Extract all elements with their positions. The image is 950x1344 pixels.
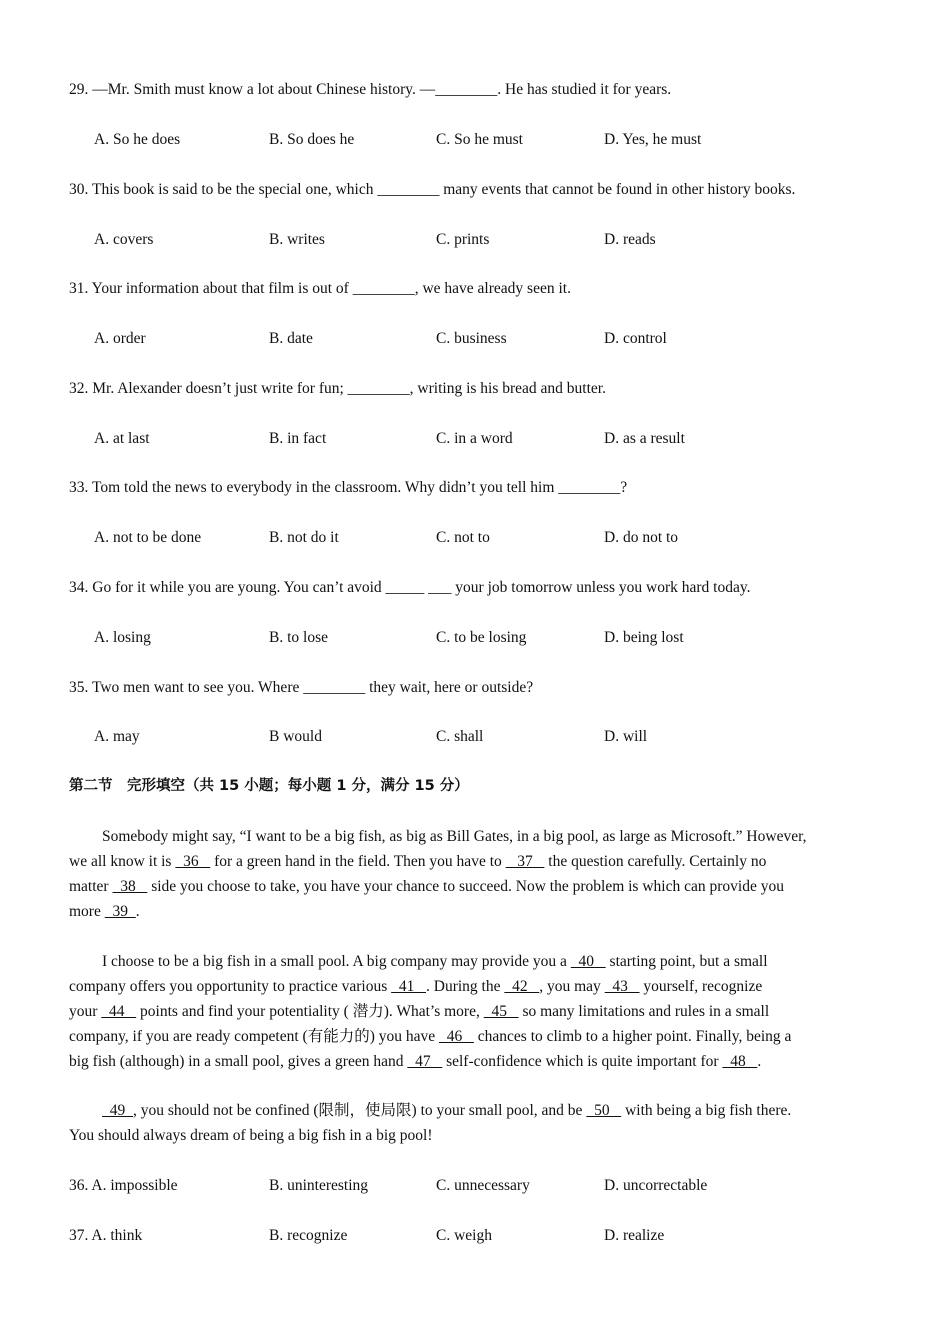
question-30-stem: 30. This book is said to be the special one, which ________ many events that cannot be found in other history books. [69,181,796,198]
passage-line [69,1049,887,1074]
option-a: 36. A. impossible [69,1177,178,1194]
option-a: A. order [94,330,146,347]
blank-49: 49 [102,1102,133,1119]
passage-line [69,999,887,1024]
passage-text: , you may [539,978,605,995]
passage-paragraph-1 [69,824,887,924]
passage-text: your [69,1003,102,1020]
option-c: C. prints [436,231,490,248]
cloze-36-options [69,1173,869,1198]
option-c: C. So he must [436,131,523,148]
option-d: D. realize [604,1227,665,1244]
section-title: 第二节 完形填空（共 15 小题；每小题 1 分，满分 15 分） [69,778,469,794]
option-b: B. in fact [269,430,327,447]
blank-38: 38 [112,878,148,895]
blank-44: 44 [101,1003,137,1020]
option-b: B. date [269,330,313,347]
blank-36: 36 [175,853,211,870]
passage-text: company, if you are ready competent (有能力的) you have [69,1028,440,1045]
option-b: B. writes [269,231,325,248]
question-35-options [94,724,894,749]
option-d: D. will [604,728,648,745]
passage-line [69,824,887,849]
passage-text: the question carefully. Certainly no [544,853,767,870]
option-a: A. So he does [94,131,181,148]
passage-text: company offers you opportunity to practice various [69,978,392,995]
option-c: C. to be losing [436,629,527,646]
blank-40: 40 [570,953,606,970]
blank-42: 42 [504,978,540,995]
passage-text: for a green hand in the field. Then you have to [210,853,506,870]
question-29-options [94,127,894,152]
passage-text: side you choose to take, you have your chance to succeed. Now the problem is which can provide you [147,878,784,895]
question-34-stem: 34. Go for it while you are young. You can’t avoid _____ ___ your job tomorrow unless you work hard today. [69,579,751,596]
question-30-options [94,227,894,252]
option-d: D. Yes, he must [604,131,702,148]
option-d: D. uncorrectable [604,1177,708,1194]
passage-line [69,899,887,924]
option-d: D. control [604,330,667,347]
passage-line [69,974,887,999]
passage-text: self-confidence which is quite important for [442,1053,723,1070]
option-c: C. unnecessary [436,1177,530,1194]
passage-text: points and find your potentiality ( 潜力). What’s more, [136,1003,484,1020]
option-c: C. shall [436,728,484,745]
passage-line [69,1024,887,1049]
blank-47: 47 [407,1053,443,1070]
option-d: D. being lost [604,629,684,646]
passage-paragraph-3 [69,1098,887,1148]
cloze-37-options [69,1223,869,1248]
question-32-stem: 32. Mr. Alexander doesn’t just write for fun; ________, writing is his bread and butter. [69,380,606,397]
option-b: B would [269,728,322,745]
passage-text: matter [69,878,113,895]
passage-text: starting point, but a small [605,953,768,970]
option-a: A. covers [94,231,154,248]
blank-50: 50 [586,1102,622,1119]
option-c: C. weigh [436,1227,492,1244]
passage-line [69,949,887,974]
blank-37: 37 [505,853,545,870]
question-31-stem: 31. Your information about that film is out of ________, we have already seen it. [69,280,571,297]
option-d: D. do not to [604,529,679,546]
blank-43: 43 [604,978,640,995]
option-c: C. in a word [436,430,513,447]
passage-text: , you should not be confined (限制，使局限) to your small pool, and be [133,1102,587,1119]
question-33-options [94,525,894,550]
passage-line [69,849,887,874]
passage-text: I choose to be a big fish in a small pool. A big company may provide you a [102,953,571,970]
passage-text: You should always dream of being a big fish in a big pool! [69,1127,433,1144]
option-b: B. So does he [269,131,355,148]
passage-text: we all know it is [69,853,176,870]
passage-line [69,1123,887,1148]
passage-text: . [135,903,140,920]
option-b: B. recognize [269,1227,348,1244]
passage-line [69,874,887,899]
blank-48: 48 [722,1053,758,1070]
option-a: A. not to be done [94,529,202,546]
question-31-options [94,326,894,351]
option-a: 37. A. think [69,1227,143,1244]
passage-text: big fish (although) in a small pool, gives a green hand [69,1053,408,1070]
passage-paragraph-2 [69,949,887,1074]
passage-text: so many limitations and rules in a small [518,1003,770,1020]
question-34-options [94,625,894,650]
passage-text: more [69,903,105,920]
option-b: B. uninteresting [269,1177,369,1194]
option-c: C. business [436,330,507,347]
passage-text: chances to climb to a higher point. Finally, being a [473,1028,792,1045]
blank-39: 39 [104,903,136,920]
blank-45: 45 [483,1003,519,1020]
option-b: B. not do it [269,529,339,546]
passage-text: . [757,1053,762,1070]
option-a: A. losing [94,629,151,646]
passage-text: yourself, recognize [639,978,763,995]
option-c: C. not to [436,529,490,546]
option-a: A. at last [94,430,150,447]
option-b: B. to lose [269,629,328,646]
blank-46: 46 [439,1028,474,1045]
blank-41: 41 [391,978,426,995]
option-a: A. may [94,728,140,745]
question-33-stem: 33. Tom told the news to everybody in the classroom. Why didn’t you tell him ________? [69,479,628,496]
question-35-stem: 35. Two men want to see you. Where ________ they wait, here or outside? [69,679,534,696]
passage-text: Somebody might say, “I want to be a big fish, as big as Bill Gates, in a big pool, as large as Microsoft.” However, [102,828,807,845]
passage-text: . During the [426,978,505,995]
question-32-options [94,426,894,451]
passage-text: with being a big fish there. [621,1102,792,1119]
passage-line [69,1098,887,1123]
option-d: D. as a result [604,430,685,447]
question-29-stem: 29. —Mr. Smith must know a lot about Chinese history. —________. He has studied it for years. [69,81,672,98]
option-d: D. reads [604,231,656,248]
